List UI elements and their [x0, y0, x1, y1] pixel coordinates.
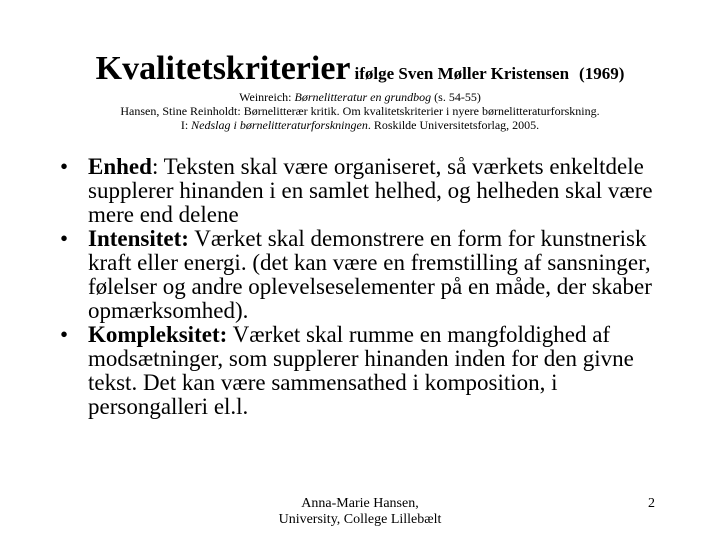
reference-1-book-title: Børnelitteratur en grundbog — [294, 90, 432, 104]
reference-3-book-title: Nedslag i børnelitteraturforskningen — [191, 118, 368, 132]
criterion-intensitet — [60, 227, 680, 323]
bullet-icon: • — [60, 226, 69, 251]
footer-author: Anna-Marie Hansen, — [301, 496, 419, 511]
page-number: 2 — [648, 496, 655, 511]
reference-3-prefix: I: — [180, 118, 192, 132]
criterion-term: Intensitet: — [88, 226, 189, 251]
reference-line-3 — [0, 118, 720, 132]
reference-1-prefix: Weinreich: — [239, 90, 295, 104]
footer-institution: University, College Lillebælt — [278, 512, 442, 527]
criterion-description: Værket skal demonstrere en form for kunstnerisk kraft eller energi. (det kan være en fremstilling af sansninger, følelser og andre oplevelseselementer på en måde, der skaber opmærksomhed). — [88, 226, 652, 323]
criterion-enhed — [60, 155, 680, 227]
reference-line-2: Hansen, Stine Reinholdt: Børnelitterær kritik. Om kvalitetskriterier i nyere børnelitteraturforskning. — [120, 104, 600, 118]
bullet-icon: • — [60, 322, 69, 347]
reference-3-publisher: . Roskilde Universitetsforlag, 2005. — [367, 118, 540, 132]
references — [0, 90, 720, 132]
criterion-description: : Teksten skal være organiseret, så værkets enkeltdele supplerer hinanden i en samlet helhed, og helheden skal være mere end delene — [88, 154, 653, 227]
slide-title — [0, 50, 720, 88]
footer — [0, 496, 720, 528]
title-main: Kvalitetskriterier — [95, 50, 351, 87]
criterion-kompleksitet — [60, 323, 680, 419]
title-subtitle: ifølge Sven Møller Kristensen — [354, 64, 570, 83]
bullet-icon: • — [60, 154, 69, 179]
criteria-list — [60, 155, 680, 419]
criterion-term: Enhed — [88, 154, 152, 179]
reference-line-1 — [0, 90, 720, 104]
criterion-term: Kompleksitet: — [88, 322, 228, 347]
criterion-description: Værket skal rumme en mangfoldighed af modsætninger, som supplerer hinanden inden for den givne tekst. Det kan være sammensathed i komposition, i persongalleri el.l. — [88, 322, 634, 419]
title-year: (1969) — [579, 64, 625, 83]
reference-1-pages: (s. 54-55) — [431, 90, 481, 104]
